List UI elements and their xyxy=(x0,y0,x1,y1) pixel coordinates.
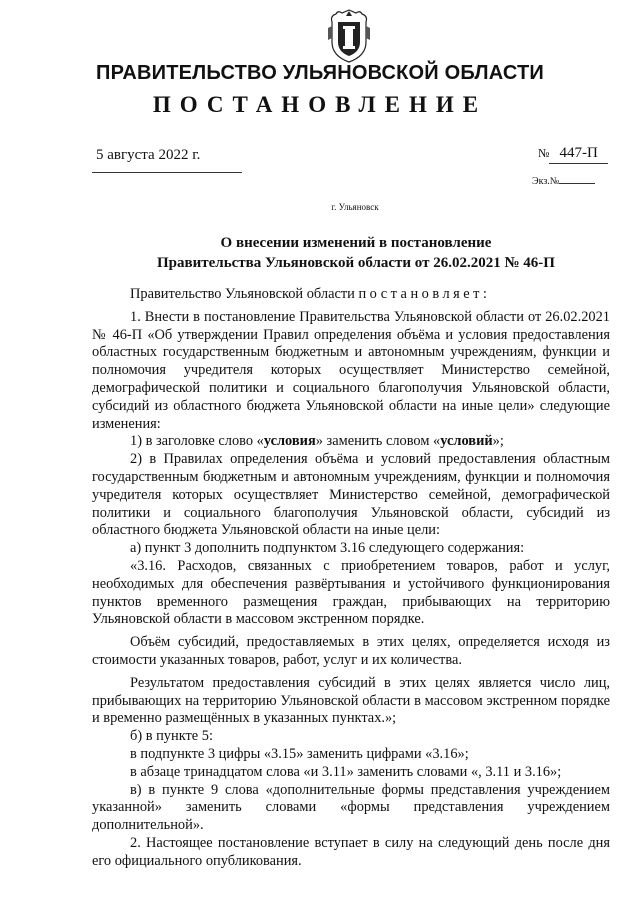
coat-of-arms-emblem xyxy=(326,8,372,64)
paragraph-c: в) в пункте 9 слова «дополнительные формы представления учреждением указанной» заменить словами «формы представления учреждением дополнительной». xyxy=(92,781,610,834)
number-prefix: № xyxy=(538,146,550,160)
paragraph-2: 2. Настоящее постановление вступает в силу на следующий день после дня его официального опубликования. xyxy=(92,834,610,869)
government-title: ПРАВИТЕЛЬСТВО УЛЬЯНОВСКОЙ ОБЛАСТИ xyxy=(96,62,544,84)
document-body xyxy=(92,286,610,871)
document-subject xyxy=(96,233,616,273)
bold-word-old: условия xyxy=(263,433,316,450)
text-run: » заменить словом « xyxy=(315,433,441,450)
preamble-subject: Правительство Ульяновской области xyxy=(130,286,355,302)
preamble-verb: постановляет: xyxy=(358,286,491,302)
paragraph-b-1: в подпункте 3 цифры «3.15» заменить цифрами «3.16»; xyxy=(130,745,469,762)
document-type: ПОСТАНОВЛЕНИЕ xyxy=(152,92,488,117)
paragraph-b-2: в абзаце тринадцатом слова «и 3.11» заменить словами «, 3.11 и 3.16»; xyxy=(130,763,562,780)
copy-number-blank xyxy=(559,183,595,184)
document-number-row xyxy=(538,145,608,164)
paragraph-1-2: 2) в Правилах определения объёма и условий предоставления областным государственным бюджетным и автономным учреждениям, функции и полномочия учредителя которых осуществляет Министерство семейной, демографической политики и социального благополучия Ульяновской области, субсидий из областного бюджета Ульяновской области на иные цели: xyxy=(92,451,610,539)
paragraph-subsidy-volume: Объём субсидий, предоставляемых в этих целях, определяется исходя из стоимости указанных товаров, работ, услуг и их количества. xyxy=(92,634,610,668)
copy-number-row xyxy=(532,176,595,187)
document-number: 447-П xyxy=(549,145,608,164)
paragraph-1: 1. Внести в постановление Правительства Ульяновской области от 26.02.2021 № 46-П «Об утверждении Правил определения объёма и условия предоставления областных государственным бюджетным и автономным учреждениям, функции и полномочия учредителя которых осуществляет Министерство семейной, демографической политики и социального благополучия Ульяновской области, субсидий из областного бюджета Ульяновской области на иные цели» следующие изменения: xyxy=(92,308,610,432)
document-date: 5 августа 2022 г. xyxy=(96,147,201,163)
preamble xyxy=(92,286,610,304)
text-run: 1) в заголовке слово « xyxy=(130,433,264,450)
paragraph-3-16: «3.16. Расходов, связанных с приобретением товаров, работ и услуг, необходимых для обеспечения развёртывания и устойчивого функционирования пунктов временного размещения граждан, прибывающих на территорию Ульяновской области в массовом экстренном порядке. xyxy=(92,557,610,628)
paragraph-a: а) пункт 3 дополнить подпунктом 3.16 следующего содержания: xyxy=(130,540,525,557)
paragraph-subsidy-result: Результатом предоставления субсидий в этих целях является число лиц, прибывающих на территорию Ульяновской области в массовом экстренном порядке и временно размещённых в указанных пунктах.»; xyxy=(92,674,610,727)
copy-label: Экз.№ xyxy=(532,176,560,187)
city: г. Ульяновск xyxy=(331,202,379,212)
text-run: »; xyxy=(492,433,504,450)
date-underline xyxy=(92,172,242,173)
paragraph-1-1 xyxy=(92,433,610,451)
paragraph-b: б) в пункте 5: xyxy=(130,728,213,745)
bold-word-new: условий xyxy=(440,433,493,450)
subject-line-1: О внесении изменений в постановление xyxy=(220,235,492,251)
subject-line-2: Правительства Ульяновской области от 26.02.2021 № 46-П xyxy=(157,255,555,271)
